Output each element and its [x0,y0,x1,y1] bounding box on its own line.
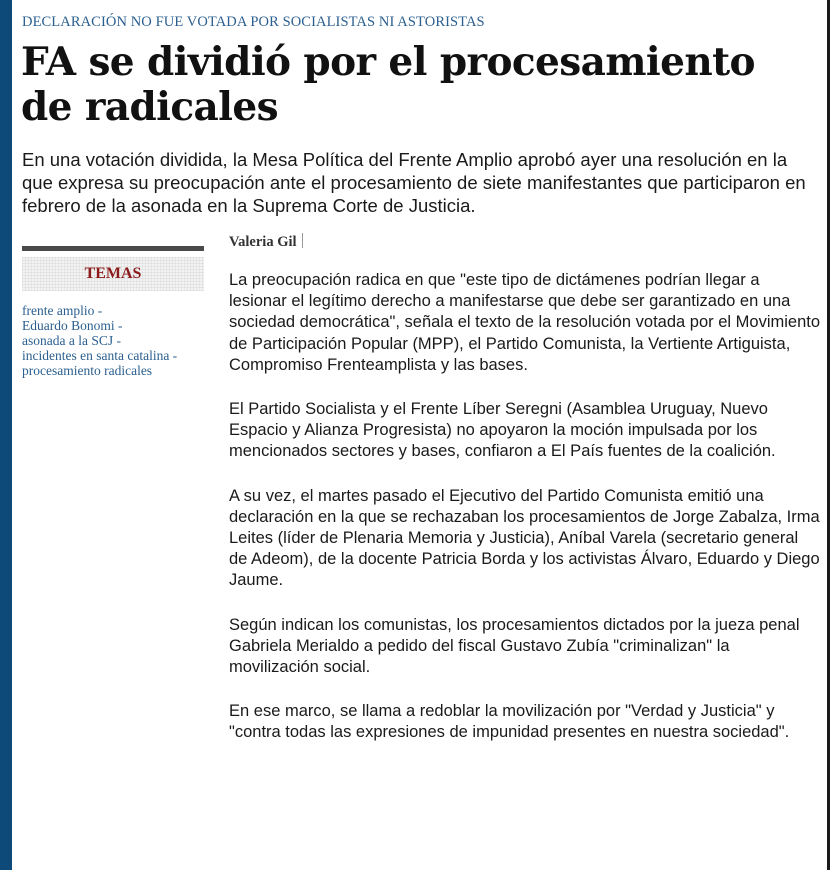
article-body [229,270,821,767]
topic-link-frente-amplio[interactable]: frente amplio - [22,303,103,318]
body-paragraph: El Partido Socialista y el Frente Líber Seregni (Asamblea Uruguay, Nuevo Espacio y Alianza Progresista) no apoyaron la moción impulsada por los mencionados sectores y bases, confiaron a El País fuentes de la coalición. [229,400,776,461]
topic-link-incidentes-santa-catalina[interactable]: incidentes en santa catalina - [22,348,178,363]
temas-header [22,257,204,291]
body-paragraph: La preocupación radica en que "este tipo de dictámenes podrían llegar a lesionar el legítimo derecho a manifestarse que debe ser garantizado en una sociedad democrática", señala el texto de la resolución votada por el Movimiento de Participación Popular (MPP), el Partido Comunista, la Vertiente Artiguista, Compromiso Frenteamplista y las bases. [229,271,821,374]
body-paragraph: Según indican los comunistas, los procesamientos dictados por la jueza penal Gabriela Merialdo a pedido del fiscal Gustavo Zubía "criminalizan" la movilización social. [229,615,800,677]
article-kicker: DECLARACIÓN NO FUE VOTADA POR SOCIALISTAS NI ASTORISTAS [22,14,485,30]
temas-title: TEMAS [84,265,142,282]
author-byline [229,233,303,251]
left-accent-bar [0,0,12,870]
body-paragraph: En ese marco, se llama a redoblar la movilización por "Verdad y Justicia" y "contra todas las expresiones de impunidad presentes en nuestra sociedad". [229,702,790,742]
body-paragraph: A su vez, el martes pasado el Ejecutivo del Partido Comunista emitió una declaración en la que se rechazaban los procesamientos de Jorge Zabalza, Irma Leites (líder de Plenaria Memoria y Justicia), Aníbal Varela (secretario general de Adeom), de la docente Patricia Borda y los activistas Álvaro, Eduardo y Diego Jaume. [229,486,820,590]
topic-link-procesamiento-radicales[interactable]: procesamiento radicales [22,363,153,378]
topics-sidebar [22,246,204,378]
author-name[interactable]: Valeria Gil [229,234,297,250]
topic-link-eduardo-bonomi[interactable]: Eduardo Bonomi - [22,318,123,333]
sidebar-divider [22,246,204,251]
topic-link-asonada-scj[interactable]: asonada a la SCJ - [22,333,121,348]
topic-list [22,303,204,378]
author-separator [302,233,303,248]
article-lead: En una votación dividida, la Mesa Política del Frente Amplio aprobó ayer una resolución en la que expresa su preocupación ante el procesamiento de siete manifestantes que participaron en febrero de la asonada en la Suprema Corte de Justicia. [22,149,806,216]
article-headline: FA se dividió por el procesamiento de radicales [21,39,755,130]
